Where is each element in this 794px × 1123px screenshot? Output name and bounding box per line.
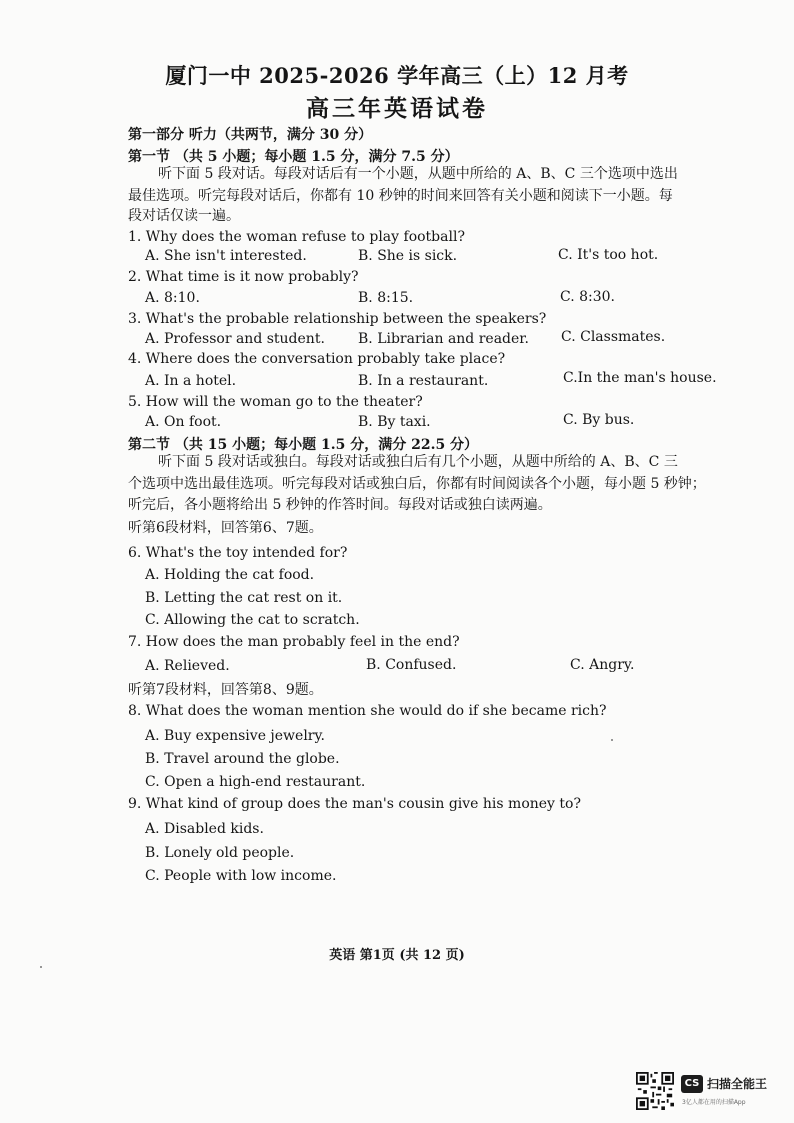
section2-instruction-line1: 听下面 5 段对话或独白。每段对话或独白后有几个小题，从题中所给的 A、B、C 三 [158,454,678,470]
q8-option-a: A. Buy expensive jewelry. [145,728,325,744]
question-5: 5. How will the woman go to the theater? [128,394,423,410]
q1-option-a: A. She isn't interested. [145,248,307,264]
q2-option-c: C. 8:30. [560,289,616,305]
q8-option-c: C. Open a high-end restaurant. [145,774,366,790]
exam-subtitle: 高三年英语试卷 [306,95,488,122]
q6-option-a: A. Holding the cat food. [145,567,315,583]
q7-option-a: A. Relieved. [145,658,230,674]
q6-option-c: C. Allowing the cat to scratch. [145,612,360,628]
q7-option-c: C. Angry. [570,657,635,673]
question-1: 1. Why does the woman refuse to play football? [128,229,465,245]
section1-instruction-line3: 段对话仅读一遍。 [128,208,240,224]
material-7-instruction: 听第7段材料，回答第8、9题。 [128,682,323,698]
q4-option-b: B. In a restaurant. [358,373,489,389]
q3-option-a: A. Professor and student. [145,331,325,347]
section2-instruction-line2: 个选项中选出最佳选项。听完每段对话或独白后，你都有时间阅读各个小题，每小题 5 秒钟； [128,476,706,492]
q5-option-c: C. By bus. [563,412,635,428]
question-7: 7. How does the man probably feel in the end? [128,634,460,650]
q5-option-b: B. By taxi. [358,414,431,430]
q1-option-c: C. It's too hot. [558,247,659,263]
q8-option-b: B. Travel around the globe. [145,751,340,767]
question-2: 2. What time is it now probably? [128,269,359,285]
scan-speck [611,739,613,741]
q3-option-b: B. Librarian and reader. [358,331,529,347]
exam-title: 厦门一中 2025-2026 学年高三（上）12 月考 [165,63,629,88]
question-4: 4. Where does the conversation probably take place? [128,351,506,367]
q2-option-a: A. 8:10. [145,290,200,306]
page-footer: 英语 第1页 (共 12 页) [329,948,465,963]
q4-option-a: A. In a hotel. [145,373,237,389]
section2-instruction-line3: 听完后，各小题将给出 5 秒钟的作答时间。每段对话或独白读两遍。 [128,497,552,513]
question-3: 3. What's the probable relationship between the speakers? [128,311,547,327]
q7-option-b: B. Confused. [366,657,457,673]
material-6-instruction: 听第6段材料，回答第6、7题。 [128,520,323,536]
question-6: 6. What's the toy intended for? [128,545,348,561]
q2-option-b: B. 8:15. [358,290,414,306]
scan-speck [40,966,42,968]
q1-option-b: B. She is sick. [358,248,458,264]
camscanner-brand-name: 扫描全能王 [707,1077,768,1091]
q9-option-c: C. People with low income. [145,868,337,884]
part1-heading: 第一部分 听力（共两节，满分 30 分） [128,127,373,143]
section2-heading: 第二节 （共 15 小题；每小题 1.5 分，满分 22.5 分） [128,437,479,453]
camscanner-tagline: 3亿人都在用的扫描App [682,1099,746,1106]
camscanner-logo-icon: CS [681,1075,703,1093]
q6-option-b: B. Letting the cat rest on it. [145,590,343,606]
section1-instruction-line1: 听下面 5 段对话。每段对话后有一个小题，从题中所给的 A、B、C 三个选项中选出 [158,166,678,182]
q4-option-c: C.In the man's house. [563,370,717,386]
section1-heading: 第一节 （共 5 小题；每小题 1.5 分，满分 7.5 分） [128,149,459,165]
q9-option-b: B. Lonely old people. [145,845,295,861]
section1-instruction-line2: 最佳选项。听完每段对话后，你都有 10 秒钟的时间来回答有关小题和阅读下一小题。每 [128,188,673,204]
q5-option-a: A. On foot. [145,414,222,430]
qr-code-icon [636,1072,674,1110]
question-8: 8. What does the woman mention she would do if she became rich? [128,703,607,719]
question-9: 9. What kind of group does the man's cousin give his money to? [128,796,581,812]
q9-option-a: A. Disabled kids. [145,821,264,837]
q3-option-c: C. Classmates. [561,329,666,345]
